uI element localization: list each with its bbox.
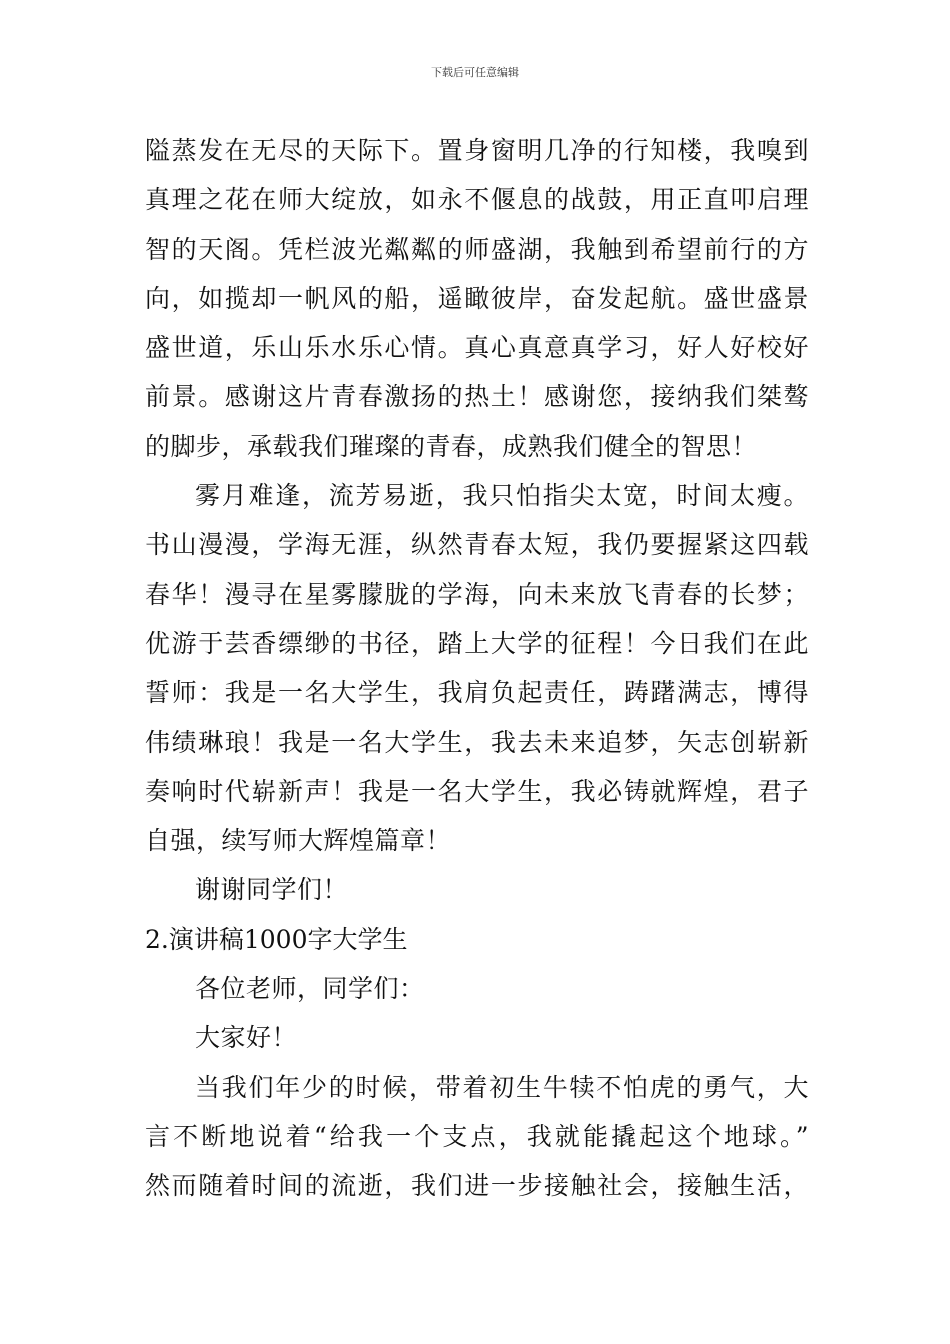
text-line: 书山漫漫，学海无涯，纵然青春太短，我仍要握紧这四载 [145, 530, 809, 560]
text-line: 各位老师，同学们： [195, 974, 425, 1004]
page-header: 下载后可任意编辑 [431, 66, 519, 79]
text-line: 隘蒸发在无尽的天际下。置身窗明几净的行知楼，我嗅到 [145, 136, 809, 165]
text-line: 真理之花在师大绽放，如永不偃息的战鼓，用正直叩启理 [145, 185, 809, 215]
text-line: 盛世道，乐山乐水乐心情。真心真意真学习，好人好校好 [145, 333, 809, 363]
text-line: 奏响时代崭新声！我是一名大学生，我必铸就辉煌，君子 [145, 776, 809, 806]
text-line: 雾月难逢，流芳易逝，我只怕指尖太宽，时间太瘦。 [195, 481, 809, 511]
text-line: 春华！漫寻在星雾朦胧的学海，向未来放飞青春的长梦； [145, 579, 809, 609]
text-line: 向，如揽却一帆风的船，遥瞰彼岸，奋发起航。盛世盛景 [145, 283, 809, 313]
text-line: 谢谢同学们！ [195, 875, 349, 905]
text-line: 言不断地说着“给我一个支点，我就能撬起这个地球。” [145, 1121, 809, 1151]
text-line: 自强，续写师大辉煌篇章！ [145, 826, 452, 856]
text-line: 誓师：我是一名大学生，我肩负起责任，踌躇满志，博得 [145, 678, 809, 708]
text-line: 前景。感谢这片青春激扬的热土！感谢您，接纳我们桀骜 [145, 382, 809, 412]
text-line: 当我们年少的时候，带着初生牛犊不怕虎的勇气，大 [195, 1072, 809, 1102]
text-line: 然而随着时间的流逝，我们进一步接触社会，接触生活， [145, 1171, 809, 1201]
section-heading: 2.演讲稿1000字大学生 [145, 924, 408, 954]
text-line: 伟绩琳琅！我是一名大学生，我去未来追梦，矢志创崭新 [145, 727, 809, 757]
text-line: 智的天阁。凭栏波光粼粼的师盛湖，我触到希望前行的方 [145, 234, 809, 264]
text-line: 大家好！ [195, 1023, 298, 1053]
text-line: 优游于芸香缥缈的书径，踏上大学的征程！今日我们在此 [145, 628, 809, 658]
document-body [145, 126, 809, 1211]
text-line: 的脚步，承载我们璀璨的青春，成熟我们健全的智思！ [145, 431, 758, 461]
